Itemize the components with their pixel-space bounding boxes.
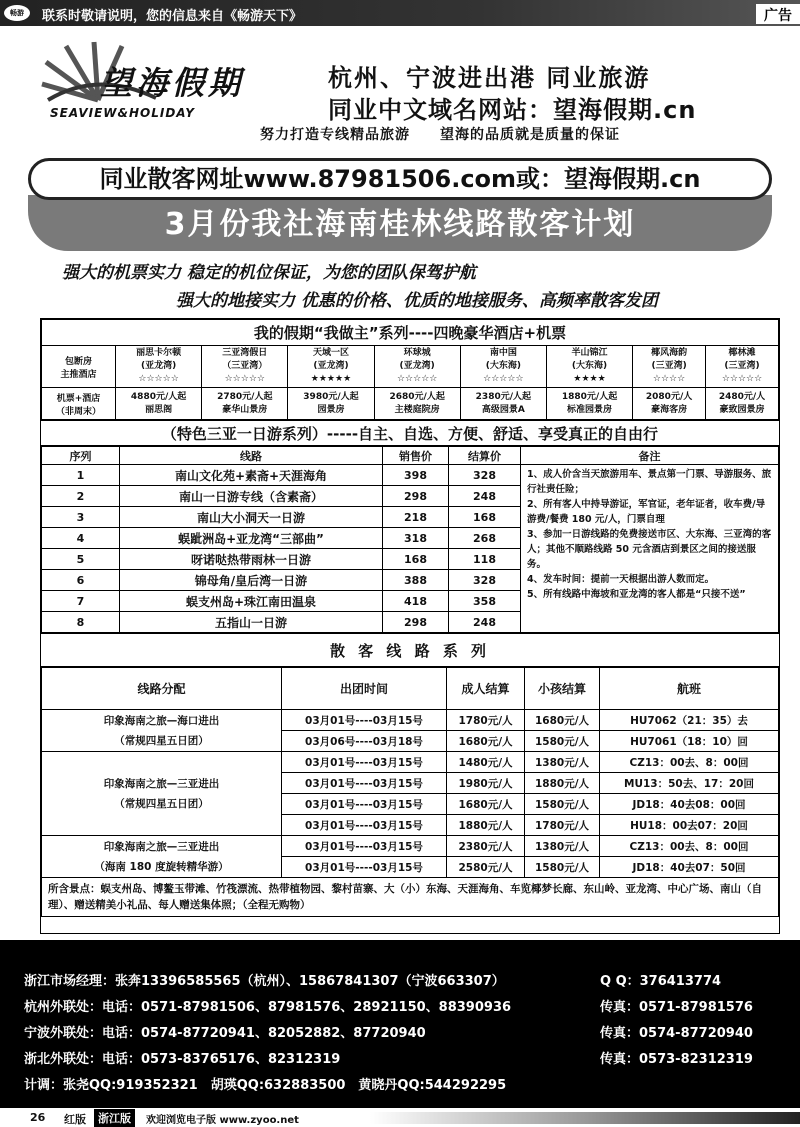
hotel-location: (亚龙湾) (140, 361, 177, 371)
url-text: 同业散客网址www.87981506.com或：望海假期.cn (99, 165, 701, 193)
table-row (42, 465, 779, 486)
table-row (42, 752, 779, 773)
tour-no: 1 (42, 465, 120, 486)
brand-english: SEAVIEW&HOLIDAY (50, 106, 195, 120)
hotel-cell (633, 346, 706, 388)
scatter-table (41, 667, 779, 917)
scatter-adult: 2580元/人 (447, 857, 525, 878)
scatter-title: 散 客 线 路 系 列 (41, 633, 779, 667)
note-item: 3、参加一日游线路的免费接送市区、大东海、三亚湾的客人；其他不顺路线路 50 元含酒店到景区之间的接送服务。 (527, 529, 772, 570)
scatter-date: 03月01号----03月15号 (282, 773, 447, 794)
hotel-row-label-1: 包断房 主推酒店 (42, 346, 116, 388)
scatter-flight: CZ13：00去、8：00回 (600, 836, 779, 857)
ad-tag: 广告 (756, 4, 800, 24)
hotel-room: 主楼庭院房 (394, 404, 440, 415)
hotel-room: 豪海客房 (651, 404, 688, 415)
welcome-link[interactable]: 欢迎浏览电子版 www.zyoo.net (146, 1115, 299, 1126)
hotel-price: 1880元/人起 (561, 391, 618, 402)
edition: 红版 (64, 1113, 86, 1126)
hotel-name: 南中国 (489, 348, 517, 358)
scatter-flight: JD18：40去08：00回 (600, 794, 779, 815)
hotel-room: 豪华山景房 (222, 404, 268, 415)
tour-settle: 268 (449, 528, 521, 549)
day-tour-body (42, 465, 779, 633)
hotel-table (41, 319, 779, 420)
scatter-flight: HU7061（18：10）回 (600, 731, 779, 752)
hotel-price: 3980元/人起 (303, 391, 359, 402)
hotel-stars: ☆☆☆☆☆ (721, 374, 763, 384)
hotel-location: (大东海) (571, 361, 608, 371)
route-group: 印象海南之旅—海口进出 （常规四星五日团） (42, 710, 282, 752)
brand-name: 望海假期 (100, 64, 245, 102)
note-item: 1、成人价含当天旅游用车、景点第一门票、导游服务、旅行社责任险； (527, 469, 772, 495)
scatter-child: 1680元/人 (525, 710, 600, 731)
hotel-name: 椰风海韵 (651, 348, 688, 358)
scatter-adult: 2380元/人 (447, 836, 525, 857)
tour-settle: 358 (449, 591, 521, 612)
hotel-name: 三亚湾假日 (222, 348, 268, 358)
tour-no: 8 (42, 612, 120, 633)
tour-route: 锦母角/皇后湾一日游 (120, 570, 383, 591)
slogan-2: 强大的地接实力 优惠的价格、优质的地接服务、高频率散客发团 (176, 291, 658, 311)
market-manager: 浙江市场经理：张奔13396585565（杭州）、15867841307（宁波663307） (24, 974, 505, 989)
hotel-name: 半山锦江 (571, 348, 608, 358)
tour-no: 6 (42, 570, 120, 591)
scatter-child: 1780元/人 (525, 815, 600, 836)
hotel-location: (亚龙湾) (313, 361, 349, 371)
note-item: 4、发车时间：提前一天根据出游人数而定。 (527, 574, 715, 585)
tour-route: 南山文化苑+素斋+天涯海角 (120, 465, 383, 486)
hotel-room: 高级园景A (481, 404, 525, 415)
scatter-flight: CZ13：00去、8：00回 (600, 752, 779, 773)
tour-no: 4 (42, 528, 120, 549)
hotel-price-cell (546, 388, 632, 420)
slogan-1: 强大的机票实力 稳定的机位保证，为您的团队保驾护航 (62, 263, 476, 283)
tour-route: 呀诺哒热带雨林一日游 (120, 549, 383, 570)
table-row (42, 710, 779, 731)
hotel-price-cell (706, 388, 779, 420)
col-settle: 结算价 (449, 447, 521, 465)
tour-sale: 168 (383, 549, 449, 570)
col-route: 线路 (120, 447, 383, 465)
qq-number: Q Q：376413774 (600, 974, 722, 989)
hotel-price: 2680元/人起 (389, 391, 445, 402)
scatter-date: 03月01号----03月15号 (282, 836, 447, 857)
hotel-price-cell (633, 388, 706, 420)
zhebei-fax: 传真：0573-82312319 (600, 1052, 753, 1067)
scatter-body (42, 710, 779, 878)
scatter-adult: 1980元/人 (447, 773, 525, 794)
top-bar (0, 0, 800, 26)
hotel-price: 2780元/人起 (217, 391, 273, 402)
hotel-location: (亚龙湾) (399, 361, 435, 371)
hotel-name: 天域一区 (312, 348, 349, 358)
tour-settle: 328 (449, 465, 521, 486)
col-notes: 备注 (521, 447, 779, 465)
zhejiang-edition: 浙江版 (94, 1109, 135, 1127)
scatter-child: 1880元/人 (525, 773, 600, 794)
tour-sale: 298 (383, 486, 449, 507)
hotel-stars: ☆☆☆☆☆ (483, 374, 524, 384)
hotel-price-cell (116, 388, 202, 420)
hotel-price-cell (374, 388, 460, 420)
hotel-table-title: 我的假期“我做主”系列----四晚豪华酒店+机票 (42, 320, 779, 346)
tour-settle: 328 (449, 570, 521, 591)
hotel-name: 环球城 (403, 348, 431, 358)
hotel-room: 豪致园景房 (719, 404, 765, 415)
scatter-adult: 1780元/人 (447, 710, 525, 731)
scatter-adult: 1480元/人 (447, 752, 525, 773)
hotel-stars: ☆☆☆☆☆ (138, 374, 179, 384)
gradient-stripe (370, 1112, 800, 1124)
day-tour-title: （特色三亚一日游系列）-----自主、自选、方便、舒适、享受真正的自由行 (41, 420, 779, 446)
hotel-location: (三亚湾) (651, 361, 687, 371)
hotel-cell (374, 346, 460, 388)
col-flight: 航班 (600, 668, 779, 710)
tour-no: 2 (42, 486, 120, 507)
planner-contacts: 计调：张尧QQ:919352321 胡瑛QQ:632883500 黄晓丹QQ:544292295 (24, 1078, 507, 1093)
tour-sale: 388 (383, 570, 449, 591)
scatter-adult: 1880元/人 (447, 815, 525, 836)
hotel-price-cell (202, 388, 288, 420)
hotel-price: 2380元/人起 (475, 391, 532, 402)
note-item: 2、所有客人中持导游证，军官证，老年证者，收车费/导游费/餐费 180 元/人，门票自理 (527, 499, 766, 525)
ningbo-fax: 传真：0574-87720940 (600, 1026, 753, 1041)
hotel-stars: ☆☆☆☆☆ (396, 374, 438, 384)
tour-route: 南山一日游专线（含素斋） (120, 486, 383, 507)
tour-settle: 118 (449, 549, 521, 570)
scatter-date: 03月01号----03月15号 (282, 794, 447, 815)
hotel-stars: ★★★★★ (310, 374, 352, 384)
hotel-room: 园景房 (317, 404, 345, 415)
table-row (42, 836, 779, 857)
hangzhou-fax: 传真：0571-87981576 (600, 1000, 753, 1015)
scatter-child: 1580元/人 (525, 857, 600, 878)
hotel-stars: ☆☆☆☆ (652, 374, 686, 384)
hotel-row-label-2: 机票+酒店 （非周末） (42, 388, 116, 420)
main-table-container (40, 318, 780, 934)
hotel-name: 丽思卡尔顿 (136, 348, 182, 358)
scatter-adult: 1680元/人 (447, 731, 525, 752)
hotel-location: (大东海) (485, 361, 521, 371)
tour-route: 蜈跐洲岛+亚龙湾“三部曲” (120, 528, 383, 549)
magazine-logo: 畅游 (4, 5, 30, 21)
page-number: 26 (30, 1111, 46, 1124)
hotel-stars: ☆☆☆☆☆ (224, 374, 265, 384)
zhebei-office: 浙北外联处：电话：0573-83765176、82312319 (24, 1052, 341, 1067)
scatter-date: 03月01号----03月15号 (282, 710, 447, 731)
scatter-child: 1580元/人 (525, 794, 600, 815)
hotel-cell (116, 346, 202, 388)
hotel-location: (三亚湾) (724, 361, 760, 371)
note-item: 5、所有线路中海坡和亚龙湾的客人都是“只接不送” (527, 589, 746, 600)
scatter-date: 03月01号----03月15号 (282, 857, 447, 878)
scatter-adult: 1680元/人 (447, 794, 525, 815)
tour-settle: 168 (449, 507, 521, 528)
hotel-stars: ★★★★ (573, 374, 606, 384)
url-banner (28, 158, 772, 200)
scatter-flight: HU7062（21：35）去 (600, 710, 779, 731)
hotel-cell (546, 346, 632, 388)
col-no: 序列 (42, 447, 120, 465)
scatter-child: 1380元/人 (525, 836, 600, 857)
tour-sale: 218 (383, 507, 449, 528)
hotel-price: 2480元/人 (718, 391, 766, 402)
tour-route: 蜈支州岛+珠江南田温泉 (120, 591, 383, 612)
hotel-prices-row (42, 388, 779, 420)
col-adult: 成人结算 (447, 668, 525, 710)
tour-sale: 318 (383, 528, 449, 549)
route-group: 印象海南之旅—三亚进出 （海南 180 度旋转精华游） (42, 836, 282, 878)
tour-sale: 298 (383, 612, 449, 633)
col-child: 小孩结算 (525, 668, 600, 710)
day-tour-table (41, 446, 779, 633)
tour-settle: 248 (449, 486, 521, 507)
scatter-child: 1380元/人 (525, 752, 600, 773)
hotel-location: （三亚湾） (222, 361, 268, 371)
tour-notes (521, 465, 779, 633)
scenic-spots: 所含景点：蜈支州岛、博鳌玉带滩、竹筏漂流、热带植物园、黎村苗寨、大（小）东海、天涯海角、车览椰梦长廊、东山岭、亚龙湾、中心广场、南山（自理）、赠送精美小礼品、每人赠送集体照；（全程无购物） (42, 878, 779, 917)
hotel-name: 椰林滩 (728, 348, 756, 358)
ningbo-office: 宁波外联处：电话：0574-87720941、82052882、87720940 (24, 1026, 426, 1041)
scatter-flight: JD18：40去07：50回 (600, 857, 779, 878)
scatter-date: 03月06号----03月18号 (282, 731, 447, 752)
tour-no: 7 (42, 591, 120, 612)
contact-footer (0, 940, 800, 1108)
hotel-cell (460, 346, 546, 388)
hotel-cell (202, 346, 288, 388)
tour-no: 5 (42, 549, 120, 570)
col-route-group: 线路分配 (42, 668, 282, 710)
hotel-price-cell (460, 388, 546, 420)
hotel-names-row (42, 346, 779, 388)
tour-settle: 248 (449, 612, 521, 633)
scatter-flight: MU13：50去、17：20回 (600, 773, 779, 794)
hotel-cell (706, 346, 779, 388)
header-line-3: 努力打造专线精品旅游 望海的品质就是质量的保证 (260, 127, 620, 143)
page-footer (0, 1108, 800, 1127)
col-date: 出团时间 (282, 668, 447, 710)
tour-sale: 398 (383, 465, 449, 486)
route-group: 印象海南之旅—三亚进出 （常规四星五日团） (42, 752, 282, 836)
hotel-room: 丽思阁 (145, 404, 173, 415)
scatter-flight: HU18：00去07：20回 (600, 815, 779, 836)
hotel-price: 2080元/人 (645, 391, 693, 402)
hotel-price-cell (288, 388, 374, 420)
header-line-2: 同业中文域名网站：望海假期.cn (328, 96, 697, 124)
header-line-1: 杭州、宁波进出港 同业旅游 (328, 64, 651, 92)
scatter-date: 03月01号----03月15号 (282, 752, 447, 773)
tour-no: 3 (42, 507, 120, 528)
hotel-price: 4880元/人起 (130, 391, 187, 402)
top-slogan: 联系时敬请说明，您的信息来自《畅游天下》 (42, 9, 303, 24)
title-band (28, 195, 772, 251)
scatter-date: 03月01号----03月15号 (282, 815, 447, 836)
scatter-child: 1580元/人 (525, 731, 600, 752)
hotel-cell (288, 346, 374, 388)
tour-route: 南山大小洞天一日游 (120, 507, 383, 528)
hotel-room: 标准园景房 (567, 404, 613, 415)
main-title: 3月份我社海南桂林线路散客计划 (164, 207, 636, 242)
tour-sale: 418 (383, 591, 449, 612)
tour-route: 五指山一日游 (120, 612, 383, 633)
col-sale: 销售价 (383, 447, 449, 465)
hangzhou-office: 杭州外联处：电话：0571-87981506、87981576、28921150、88390936 (24, 1000, 512, 1015)
